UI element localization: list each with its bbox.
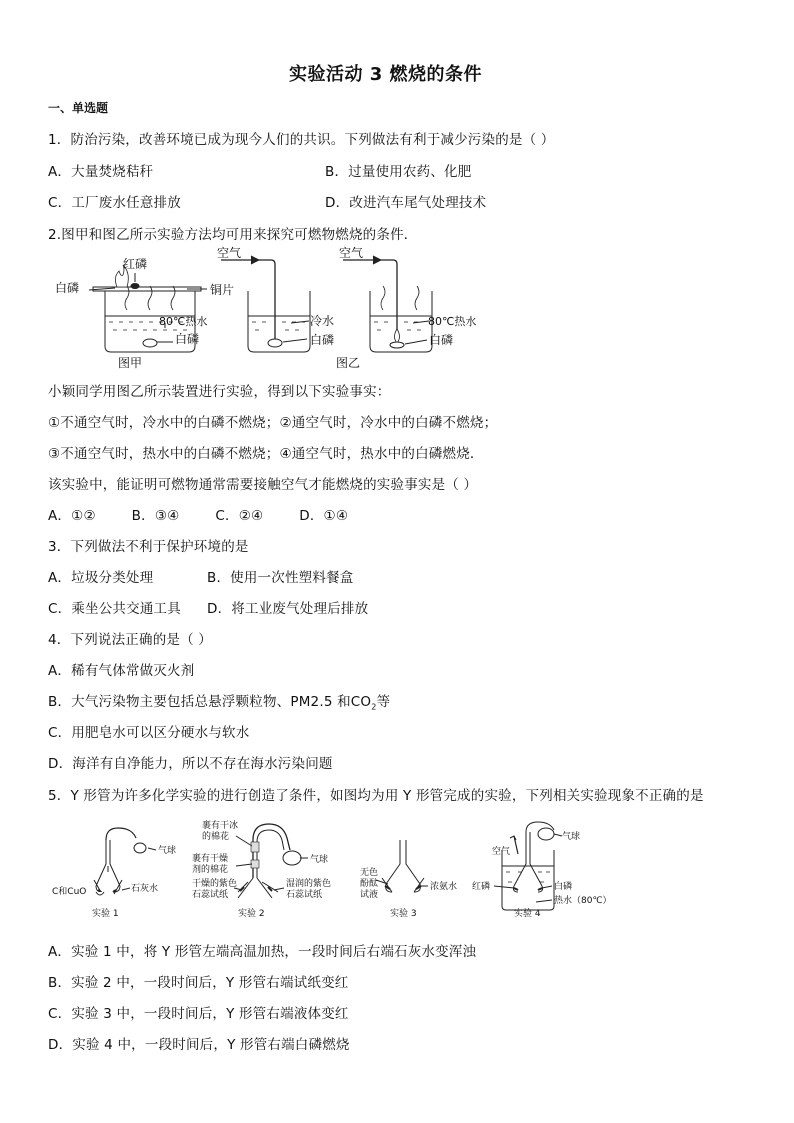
exp3-figure xyxy=(360,840,457,919)
q1-option-c: C．工厂废水任意排放 xyxy=(48,195,181,211)
exp4-caption: 实验 4 xyxy=(514,909,541,919)
q2-intro: 小颖同学用图乙所示装置进行实验，得到以下实验事实： xyxy=(48,384,391,400)
exp4-figure xyxy=(472,822,612,919)
figure-yi-hot xyxy=(336,246,476,370)
figure-yi-cold xyxy=(217,246,334,352)
exp2-dry-litmus-2: 石蕊试纸 xyxy=(192,890,229,900)
q5-stem: 5．Y 形管为许多化学实验的进行创造了条件，如图均为用 Y 形管完成的实验，下列相关实验现象不正确的是 xyxy=(48,788,704,804)
q1-option-a: A．大量焚烧秸秆 xyxy=(48,164,154,180)
exp2-dry-litmus: 干燥的紫色 xyxy=(192,879,238,889)
exp2-balloon: 气球 xyxy=(310,855,329,865)
q4-option-b-main: B．大气污染物主要包括总悬浮颗粒物、PM2.5 和CO xyxy=(48,694,372,710)
q5-option-b: B．实验 2 中，一段时间后，Y 形管右端试纸变红 xyxy=(48,975,349,991)
exp2-figure xyxy=(192,820,331,919)
q1-option-b: B．过量使用农药、化肥 xyxy=(325,164,472,180)
q4-option-b-subscript: 2 xyxy=(371,702,377,712)
exp2-cotton-dryice-2: 的棉花 xyxy=(202,832,230,842)
q3-option-d: D．将工业废气处理后排放 xyxy=(207,601,369,617)
exp1-figure xyxy=(52,828,176,919)
label-air-yi-2: 空气 xyxy=(339,246,364,260)
q2-fact-2: ③不通空气时，热水中的白磷不燃烧；④通空气时，热水中的白磷燃烧． xyxy=(48,446,484,462)
q4-option-c: C．用肥皂水可以区分硬水与软水 xyxy=(48,725,250,741)
exp2-wet-litmus: 湿润的紫色 xyxy=(286,879,332,889)
q5-option-a: A．实验 1 中，将 Y 形管左端高温加热，一段时间后右端石灰水变浑浊 xyxy=(48,944,477,960)
exp1-caption: 实验 1 xyxy=(92,909,119,919)
q1-stem: 1．防治污染，改善环境已成为现今人们的共识。下列做法有利于减少污染的是（ ） xyxy=(48,132,555,148)
q3-stem: 3．下列做法不利于保护环境的是 xyxy=(48,539,249,555)
exp3-phenol-3: 试液 xyxy=(360,890,379,900)
exp2-caption: 实验 2 xyxy=(238,909,265,919)
q4-option-b-tail: 等 xyxy=(376,694,391,710)
q4-option-a: A．稀有气体常做灭火剂 xyxy=(48,663,195,679)
label-white-p-hot: 白磷 xyxy=(429,333,454,347)
exp4-red-p: 红磷 xyxy=(472,882,491,892)
label-cold-water: 冷水 xyxy=(310,314,335,328)
figure-jia xyxy=(55,256,234,370)
q2-options: A．①② B．③④ C．②④ D．①④ xyxy=(48,508,349,524)
exp3-phenol: 无色 xyxy=(360,868,379,878)
q5-option-c: C．实验 3 中，一段时间后，Y 形管右端液体变红 xyxy=(48,1006,349,1022)
q2-ask: 该实验中，能证明可燃物通常需要接触空气才能燃烧的实验事实是（ ） xyxy=(48,477,478,493)
q2-fact-1: ①不通空气时，冷水中的白磷不燃烧；②通空气时，冷水中的白磷不燃烧； xyxy=(48,415,498,431)
q5-figure xyxy=(52,820,612,924)
label-white-p-water-jia: 白磷 xyxy=(175,332,200,346)
q3-option-c: C．乘坐公共交通工具 xyxy=(48,601,181,617)
q5-option-d: D．实验 4 中，一段时间后，Y 形管右端白磷燃烧 xyxy=(48,1037,350,1053)
exp4-white-p: 白磷 xyxy=(554,882,573,892)
exp2-cotton-desiccant: 裹有干燥 xyxy=(192,854,229,864)
caption-jia: 图甲 xyxy=(118,356,143,370)
page-title: 实验活动 3 燃烧的条件 xyxy=(289,64,483,85)
exp2-wet-litmus-2: 石蕊试纸 xyxy=(286,890,323,900)
label-hot-water-yi: 80℃热水 xyxy=(428,315,477,328)
q2-figure xyxy=(55,246,495,372)
q2-stem: 2.图甲和图乙所示实验方法均可用来探究可燃物燃烧的条件． xyxy=(48,227,418,243)
label-red-p: 红磷 xyxy=(123,257,148,271)
q4-option-d: D．海洋有自净能力，所以不存在海水污染问题 xyxy=(48,756,333,772)
exp2-cotton-desiccant-2: 剂的棉花 xyxy=(192,865,229,875)
label-white-p-jia: 白磷 xyxy=(55,281,80,295)
q3-option-a: A．垃圾分类处理 xyxy=(48,570,154,586)
exp1-limewater: 石灰水 xyxy=(131,884,159,894)
q1-option-d: D．改进汽车尾气处理技术 xyxy=(325,195,487,211)
exp4-hot-water: 热水（80℃） xyxy=(554,896,612,906)
label-white-p-cold: 白磷 xyxy=(310,333,335,347)
exp1-balloon: 气球 xyxy=(158,846,177,856)
caption-yi: 图乙 xyxy=(336,356,361,370)
label-hot-water-jia: 80℃热水 xyxy=(159,315,208,328)
exp4-air: 空气 xyxy=(492,847,511,857)
q3-option-b: B．使用一次性塑料餐盒 xyxy=(207,570,354,586)
exp1-reagent: C和CuO xyxy=(52,887,87,897)
label-copper: 铜片 xyxy=(210,283,235,297)
exp2-cotton-dryice: 裹有干冰 xyxy=(202,821,239,831)
label-air-yi-1: 空气 xyxy=(217,246,242,260)
exp3-ammonia: 浓氨水 xyxy=(430,882,458,892)
exp3-phenol-2: 酚酞 xyxy=(360,879,379,889)
exp4-balloon: 气球 xyxy=(562,832,581,842)
exp3-caption: 实验 3 xyxy=(390,909,417,919)
section-heading: 一、单选题 xyxy=(48,101,109,115)
q4-stem: 4．下列说法正确的是（ ） xyxy=(48,632,212,648)
q4-option-b xyxy=(48,690,390,712)
